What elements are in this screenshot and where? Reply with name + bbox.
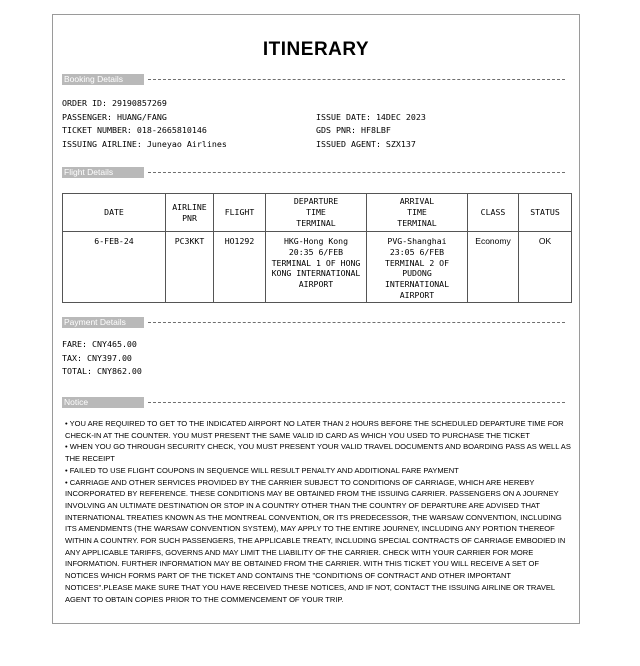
passenger: PASSENGER: HUANG/FANG <box>62 111 167 122</box>
table-header-row <box>63 194 572 232</box>
flight-table <box>62 193 572 303</box>
page-title: ITINERARY <box>262 39 370 60</box>
order-id: ORDER ID: 29190857269 <box>62 98 167 108</box>
section-label: Payment Details <box>62 317 144 328</box>
tax: TAX: CNY397.00 <box>62 352 132 363</box>
fare: FARE: CNY465.00 <box>62 339 137 349</box>
divider <box>148 322 565 323</box>
notice-paragraph: • FAILED TO USE FLIGHT COUPONS IN SEQUENCE WILL RESULT PENALTY AND ADDITIONAL FARE PAYMENT <box>65 465 459 475</box>
divider <box>148 402 565 403</box>
booking-details-header <box>62 74 565 85</box>
issue-date: ISSUE DATE: 14DEC 2023 <box>316 111 426 122</box>
payment-details <box>62 338 142 379</box>
cell-date: 6-FEB-24 <box>63 232 166 303</box>
header-flight: FLIGHT <box>214 194 266 232</box>
section-label: Booking Details <box>62 74 144 85</box>
total: TOTAL: CNY862.00 <box>62 366 142 376</box>
divider <box>148 172 565 173</box>
cell-status: OK <box>519 232 572 303</box>
header-arrival: ARRIVAL TIME TERMINAL <box>367 194 468 232</box>
table-row <box>63 232 572 303</box>
cell-flight: HO1292 <box>214 232 266 303</box>
booking-details <box>62 97 552 151</box>
cell-airline-pnr: PC3KKT <box>166 232 214 303</box>
section-label: Notice <box>62 397 144 408</box>
flight-details-header <box>62 167 565 178</box>
notice-paragraph: • WHEN YOU GO THROUGH SECURITY CHECK, YOU MUST PRESENT YOUR VALID TRAVEL DOCUMENTS AND BOARDING PASS AS WELL AS THE RECEIPT <box>65 442 571 464</box>
issued-agent: ISSUED AGENT: SZX137 <box>316 138 416 149</box>
header-status: STATUS <box>519 194 572 232</box>
cell-arrival: PVG-Shanghai 23:05 6/FEB TERMINAL 2 OF PUDONG INTERNATIONAL AIRPORT <box>367 232 468 303</box>
payment-details-header <box>62 317 565 328</box>
notice-header <box>62 397 565 408</box>
section-label: Flight Details <box>62 167 144 178</box>
divider <box>148 79 565 80</box>
header-date: DATE <box>63 194 166 232</box>
notice-paragraph: • YOU ARE REQUIRED TO GET TO THE INDICATED AIRPORT NO LATER THAN 2 HOURS BEFORE THE SCHEDULED DEPARTURE TIME FOR CHECK-IN AT THE COUNTER. YOU MUST PRESENT THE SAME VALID ID CARD AS WHICH YOU USED TO PURCHASE THE TICKET <box>65 419 564 440</box>
header-airline-pnr: AIRLINE PNR <box>166 194 214 232</box>
issuing-airline: ISSUING AIRLINE: Juneyao Airlines <box>62 138 227 149</box>
notice-text <box>65 418 573 605</box>
header-departure: DEPARTURE TIME TERMINAL <box>266 194 367 232</box>
gds-pnr: GDS PNR: HF8LBF <box>316 125 391 135</box>
cell-departure: HKG-Hong Kong 20:35 6/FEB TERMINAL 1 OF HONG KONG INTERNATIONAL AIRPORT <box>266 232 367 303</box>
ticket-number: TICKET NUMBER: 018-2665810146 <box>62 125 207 135</box>
header-class: CLASS <box>468 194 519 232</box>
cell-class: Economy <box>468 232 519 303</box>
itinerary-document <box>52 14 580 624</box>
notice-paragraph: • CARRIAGE AND OTHER SERVICES PROVIDED BY THE CARRIER SUBJECT TO CONDITIONS OF CARRIAGE, WHICH ARE HEREBY INCORPORATED BY REFERENCE. THESE CONDITIONS MAY BE OBTAINED FROM THE ISSUING CARRIER. PASSENGERS ON A JOURNEY INVOLVING AN ULTIMATE DESTINATION OR STOP IN A COUNTRY OTHER THAN THE COUNTRY OF DEPARTURE ARE ADVISED THAT INTERNATIONAL TREATIES KNOWN AS THE MONTREAL CONVENTION, OR ITS PREDECESSOR, THE WARSAW CONVENTION, INCLUDING ITS AMENDMENTS (THE WARSAW CONVENTION SYSTEM), MAY APPLY TO THE ENTIRE JOURNEY, INCLUDING ANY PORTION THEREOF WITHIN A COUNTRY. FOR SUCH PASSENGERS, THE APPLICABLE TREATY, INCLUDING SPECIAL CONTRACTS OF CARRIAGE EMBODIED IN ANY APPLICABLE TARIFFS, GOVERNS AND MAY LIMIT THE LIABILITY OF THE CARRIER. CHECK WITH YOUR CARRIER FOR MORE INFORMATION. FURTHER INFORMATION MAY BE OBTAINED FROM THE CARRIER. WITH THIS TICKET YOU WILL RECEIVE A SET OF NOTICES WHICH FORMS PART OF THE TICKET AND CONTAINS THE "CONDITIONS OF CONTRACT AND OTHER IMPORTANT NOTICES".PLEASE MAKE SURE THAT YOU HAVE RECEIVED THESE NOTICES, AND IF NOT, CONTACT THE ISSUING AIRLINE OR TRAVEL AGENT TO OBTAIN COPIES PRIOR TO THE COMMENCEMENT OF YOUR TRIP. <box>65 477 566 604</box>
